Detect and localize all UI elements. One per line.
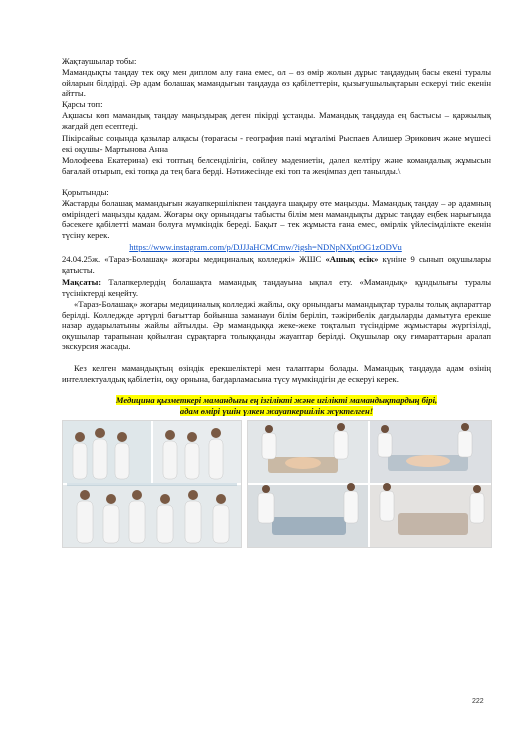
students-group-photo bbox=[63, 421, 241, 547]
event-paragraph bbox=[62, 254, 491, 275]
conclusion-paragraph: Жастарды болашақ мамандығын жауапкершілікпен таңдауға шақыру өте маңызды. Мамандық таңдау – әр адамның өміріндегі маңызды қадам. Жоғары оқу орнындағы табысты білім мен мамандықты дұрыс таңдау еңбек нарығында бәсекеге қабілетті маман болуға мүмкіндік береді. Бақыт – тек жұмыста ғана емес, өмірлік үйлесімділікте екенін түсіну керек. bbox=[62, 198, 491, 240]
goal-label: Мақсаты: bbox=[62, 277, 102, 287]
page-number: 222 bbox=[472, 698, 484, 705]
jury-paragraph-2: Молофеева Екатерина) екі топтың белсенділігін, сөйлеу мәдениетін, дәлел келтіру және командалық жұмысын бағалай отырып, екі топқа да тең баға берді. Нәтижесінде екі топ та жеңімпаз деп танылды.\ bbox=[62, 155, 491, 176]
instagram-link[interactable]: https://www.instagram.com/p/DJJJaHCMCmw/?igsh=NDNpNXptOG1zODVu bbox=[129, 242, 402, 252]
event-tail: күніне 9 сынып оқушылары қатысты. bbox=[62, 254, 492, 275]
photo-collage-left bbox=[62, 420, 242, 548]
supporters-heading: Жақтаушылар тобы: bbox=[62, 56, 137, 66]
photo-collage-right bbox=[247, 420, 492, 548]
goal-text: Талапкерлердің болашақта мамандық таңдауына ықпал ету. «Мамандық» құндылығы туралы түсініктерді кеңейту. bbox=[62, 277, 491, 298]
event-name: «Ашық есік» bbox=[325, 254, 379, 264]
goal-paragraph bbox=[62, 277, 491, 298]
opponents-paragraph: Ақшасы көп мамандық таңдау маңыздырақ деген пікірді ұстанды. Мамандық таңдауда ең бастысы – қаржылық жағдай деп есептеді. bbox=[62, 110, 491, 131]
opponents-heading: Қарсы топ: bbox=[62, 99, 103, 109]
conclusion-heading: Қорытынды: bbox=[62, 187, 109, 197]
requirements-paragraph: Кез келген мамандықтың өзіндік ерекшеліктері мен талаптары болады. Мамандық таңдауда адам өзінің интеллектуалдық қабілетін, оқу орнына, бағдарламасына түсу мүмкіндігін де ескеруі керек. bbox=[62, 363, 491, 384]
jury-paragraph-1: Пікірсайыс соңында қазылар алқасы (төрағасы - география пәні мұғалімі Рыспаев Алишер Эрикович және мүшесі екі оқушы- Мартынова Анна bbox=[62, 133, 491, 154]
photo-caption-line-2: адам өмірі үшін үлкен жауапкершілік жүктелген! bbox=[179, 406, 374, 416]
supporters-paragraph: Мамандықты таңдау тек оқу мен диплом алу ғана емес, ол – өз өмір жолын дұрыс таңдаудың басы екені туралы ойларын білдірді. Әр адам болашақ мамандығын таңдауда өз қабілеттерін, қызығушылықтарын ескеруі тиіс екенін айтты. bbox=[62, 67, 491, 99]
college-paragraph: «Тараз-Болашақ» жоғары медициналық колледжі жайлы, оқу орнындағы мамандықтар туралы толық ақпараттар берілді. Колледжде әртүрлі бағыттар бойынша заманауи білім беріліп, тәжірибелік дағдыларды дамытуға ерекше назар аударылатыны жайлы айтылды. Әр мамандыққа жеке-жеке тоқталып түсіндірме жұмыстары жүргізілді, оқушылар тарапынан қойылған сұрақтарға толыққанды жауаптар берілді. Оқушылар оқу ғимараттарын аралап экскурсия жасады. bbox=[62, 299, 491, 352]
photo-caption-line-1: Медицина қызметкері мамандығы ең ізгілікті және игілікті мамандықтардың бірі, bbox=[115, 395, 438, 405]
event-intro: 24.04.25ж. «Тараз-Болашақ» жоғары медициналық колледжі» ЖШС bbox=[62, 254, 322, 264]
medical-training-photo bbox=[248, 421, 491, 547]
